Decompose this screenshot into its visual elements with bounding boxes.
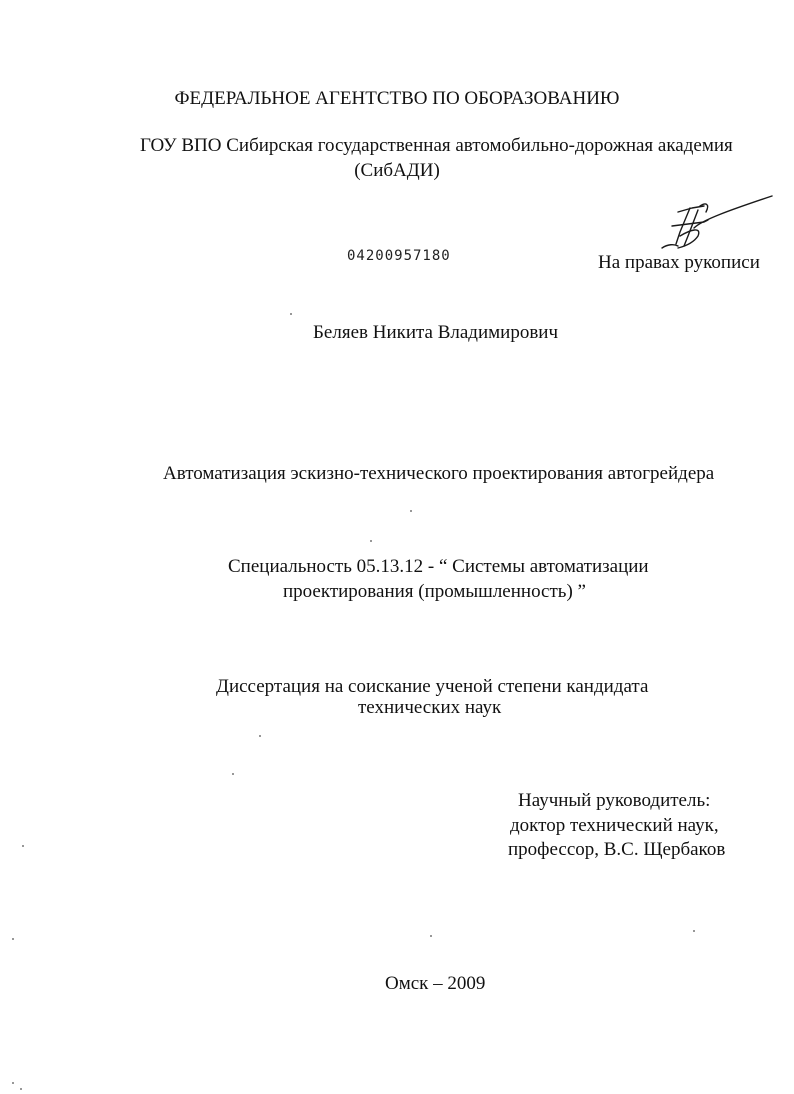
scan-speck <box>232 773 234 775</box>
document-number: 04200957180 <box>347 248 451 264</box>
scan-speck <box>20 1088 22 1090</box>
specialty-line-1: Специальность 05.13.12 - “ Системы автоматизации <box>228 556 649 577</box>
dissertation-degree-line-2: технических наук <box>358 697 502 718</box>
scan-speck <box>12 938 14 940</box>
city-year: Омск – 2009 <box>385 973 486 994</box>
handwritten-signature <box>650 192 774 254</box>
academy-abbreviation: (СибАДИ) <box>354 160 440 181</box>
supervisor-degree: доктор технический наук, <box>510 815 719 836</box>
scan-speck <box>430 935 432 937</box>
scan-speck <box>693 930 695 932</box>
supervisor-label: Научный руководитель: <box>518 790 711 811</box>
specialty-line-2: проектирования (промышленность) ” <box>283 581 586 602</box>
supervisor-name: профессор, В.С. Щербаков <box>508 839 726 860</box>
agency-heading: ФЕДЕРАЛЬНОЕ АГЕНТСТВО ПО ОБОРАЗОВАНИЮ <box>174 88 620 109</box>
author-name: Беляев Никита Владимирович <box>313 322 559 343</box>
scan-speck <box>12 1082 14 1084</box>
dissertation-degree-line-1: Диссертация на соискание ученой степени кандидата <box>216 676 649 697</box>
scan-speck <box>290 313 292 315</box>
academy-name: ГОУ ВПО Сибирская государственная автомобильно-дорожная академия <box>140 135 733 156</box>
manuscript-note: На правах рукописи <box>598 252 760 273</box>
scan-speck <box>370 540 372 542</box>
scan-speck <box>410 510 412 512</box>
dissertation-title: Автоматизация эскизно-технического проектирования автогрейдера <box>163 463 715 484</box>
scan-speck <box>259 735 261 737</box>
scan-speck <box>22 845 24 847</box>
